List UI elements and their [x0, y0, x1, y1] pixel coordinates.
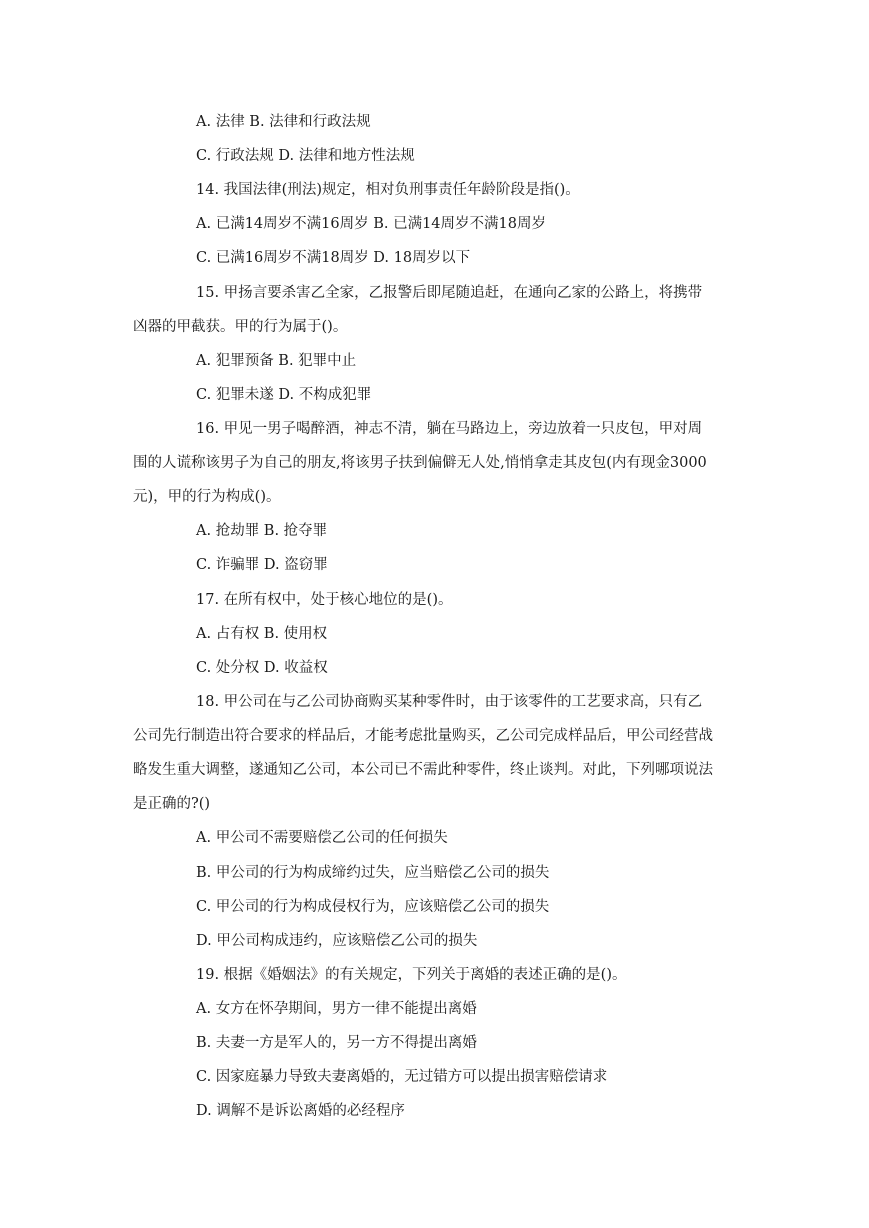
q16-options-cd: C. 诈骗罪 D. 盗窃罪: [196, 557, 328, 573]
q18-option-c: C. 甲公司的行为构成侵权行为，应该赔偿乙公司的损失: [196, 899, 550, 915]
q18-question-line2: 公司先行制造出符合要求的样品后，才能考虑批量购买，乙公司完成样品后，甲公司经营战: [133, 728, 713, 744]
q14-options-cd: C. 已满16周岁不满18周岁 D. 18周岁以下: [196, 250, 471, 266]
q18-question-line3: 略发生重大调整，遂通知乙公司，本公司已不需此种零件，终止谈判。对此，下列哪项说法: [133, 762, 713, 778]
q19-option-b: B. 夫妻一方是军人的，另一方不得提出离婚: [196, 1035, 477, 1051]
q14-question: 14. 我国法律(刑法)规定，相对负刑事责任年龄阶段是指()。: [196, 182, 580, 198]
q15-options-ab: A. 犯罪预备 B. 犯罪中止: [196, 353, 357, 369]
q19-option-c: C. 因家庭暴力导致夫妻离婚的，无过错方可以提出损害赔偿请求: [196, 1069, 608, 1085]
q15-question-line2: 凶器的甲截获。甲的行为属于()。: [133, 319, 348, 335]
q15-options-cd: C. 犯罪未遂 D. 不构成犯罪: [196, 387, 372, 403]
q17-options-ab: A. 占有权 B. 使用权: [196, 626, 328, 642]
q18-option-a: A. 甲公司不需要赔偿乙公司的任何损失: [196, 830, 448, 846]
q18-question-line1: 18. 甲公司在与乙公司协商购买某种零件时，由于该零件的工艺要求高，只有乙: [196, 694, 703, 710]
q18-option-b: B. 甲公司的行为构成缔约过失，应当赔偿乙公司的损失: [196, 865, 550, 881]
q16-question-line3: 元)，甲的行为构成()。: [133, 489, 281, 505]
q18-option-d: D. 甲公司构成违约，应该赔偿乙公司的损失: [196, 933, 478, 949]
q19-question: 19. 根据《婚姻法》的有关规定，下列关于离婚的表述正确的是()。: [196, 967, 627, 983]
q16-question-line2: 围的人谎称该男子为自己的朋友,将该男子扶到偏僻无人处,悄悄拿走其皮包(内有现金3000: [133, 455, 707, 471]
q19-option-a: A. 女方在怀孕期间，男方一律不能提出离婚: [196, 1001, 477, 1017]
q19-option-d: D. 调解不是诉讼离婚的必经程序: [196, 1103, 405, 1119]
q17-question: 17. 在所有权中，处于核心地位的是()。: [196, 592, 453, 608]
q16-options-ab: A. 抢劫罪 B. 抢夺罪: [196, 523, 328, 539]
q13-options-cd: C. 行政法规 D. 法律和地方性法规: [196, 148, 415, 164]
q15-question-line1: 15. 甲扬言要杀害乙全家，乙报警后即尾随追赶，在通向乙家的公路上，将携带: [196, 285, 703, 301]
q14-options-ab: A. 已满14周岁不满16周岁 B. 已满14周岁不满18周岁: [196, 216, 546, 232]
q13-options-ab: A. 法律 B. 法律和行政法规: [196, 114, 371, 130]
q18-question-line4: 是正确的?(): [133, 796, 211, 812]
q16-question-line1: 16. 甲见一男子喝醉酒，神志不清，躺在马路边上，旁边放着一只皮包，甲对周: [196, 421, 703, 437]
q17-options-cd: C. 处分权 D. 收益权: [196, 660, 328, 676]
